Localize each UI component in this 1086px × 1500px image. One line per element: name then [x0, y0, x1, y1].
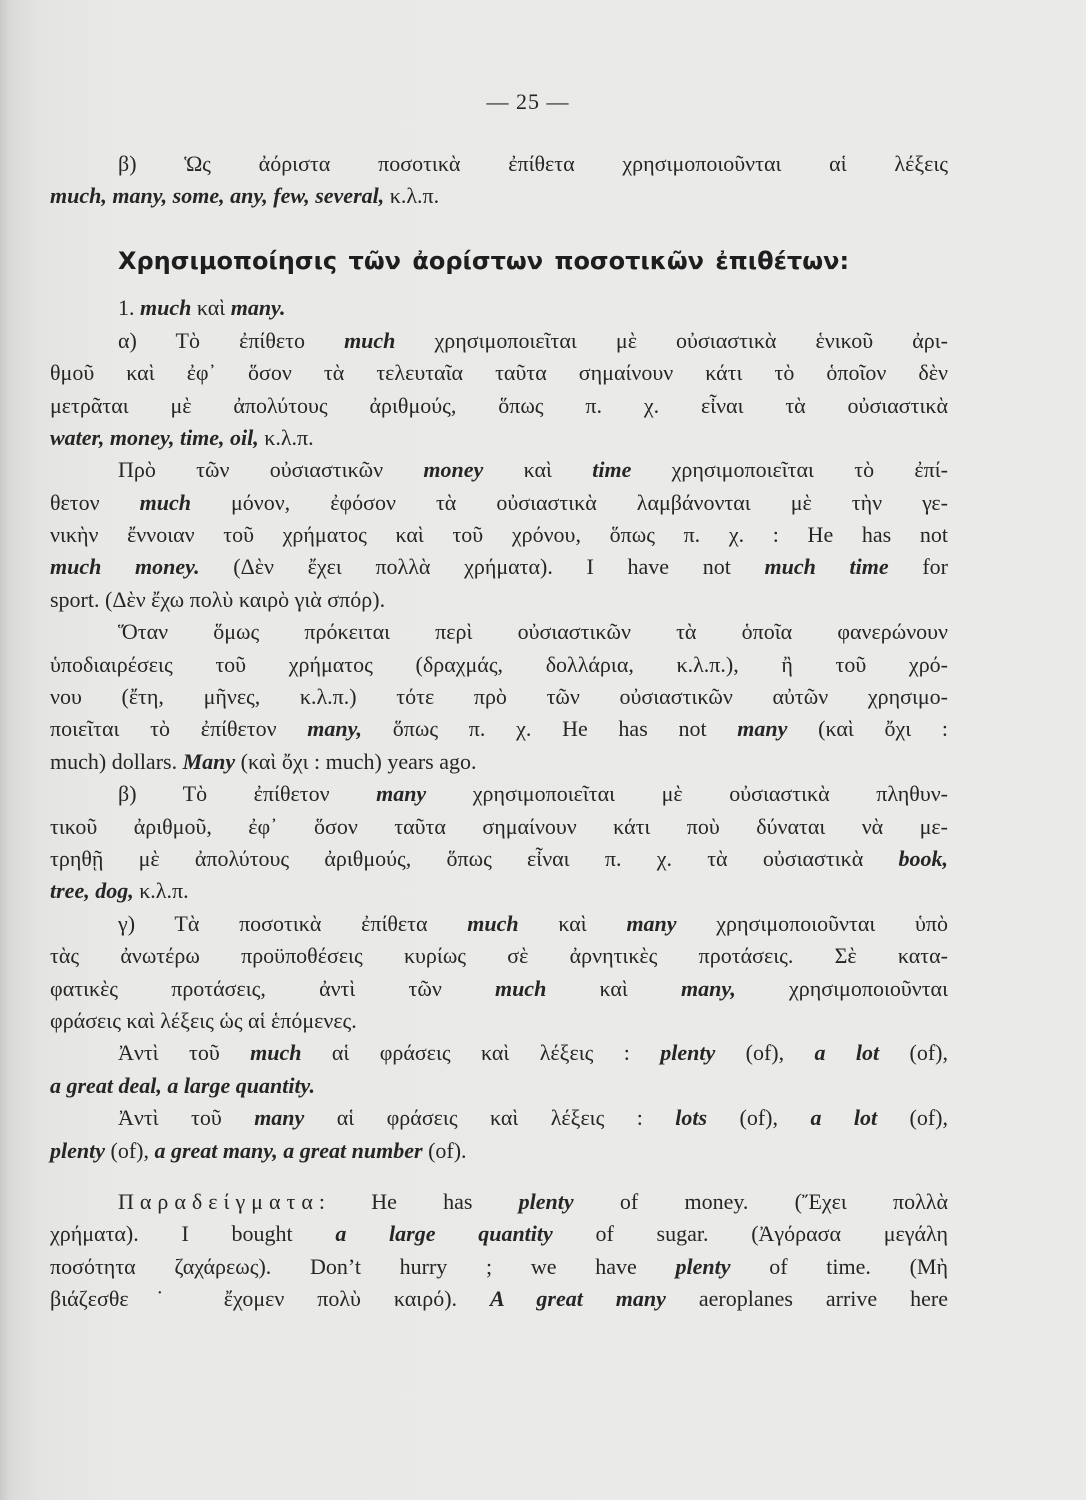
text-segment: φατικὲς προτάσεις, ἀντὶ τῶν	[50, 975, 495, 1001]
italic-term: a great many, a great number	[154, 1137, 423, 1163]
text-line	[50, 1102, 948, 1134]
text-segment: νου (ἔτη, μῆνες, κ.λ.π.) τότε πρὸ τῶν οὐσιαστικῶν αὐτῶν χρησιμο-	[50, 684, 948, 710]
text-segment: Πρὸ τῶν οὐσιαστικῶν	[118, 457, 424, 483]
text-line	[50, 1135, 948, 1167]
text-segment: καὶ	[483, 457, 593, 483]
text-line	[50, 908, 948, 940]
text-line	[50, 551, 948, 583]
text-line	[50, 746, 948, 778]
text-segment: κ.λ.π.	[258, 424, 314, 450]
text-segment: Ὅταν ὅμως πρόκειται περὶ οὐσιαστικῶν τὰ ὁποῖα φανερώνουν	[118, 619, 948, 645]
text-segment: θμοῦ καὶ ἐφ᾽ ὅσον τὰ τελευταῖα ταῦτα σημαίνουν κάτι τὸ ὁποῖον δὲν	[50, 360, 948, 386]
text-segment: καὶ	[518, 910, 627, 936]
text-line	[50, 148, 948, 180]
text-segment: Ἀντὶ τοῦ	[118, 1105, 255, 1131]
text-segment: τικοῦ ἀριθμοῦ, ἐφ᾽ ὅσον ταῦτα σημαίνουν κάτι ποὺ δύναται νὰ με-	[50, 813, 948, 839]
text-line	[50, 422, 948, 454]
text-line	[50, 713, 948, 745]
italic-term: a lot	[810, 1105, 878, 1131]
text-segment: κ.λ.π.	[384, 183, 440, 209]
text-segment: μόνον, ἐφόσον τὰ οὐσιαστικὰ λαμβάνονται μὲ τὴν γε-	[190, 489, 948, 515]
italic-term: many.	[230, 295, 286, 321]
text-segment: of time. (Μὴ	[730, 1253, 948, 1279]
text-segment: (καὶ ὄχι : much) years ago.	[235, 748, 477, 774]
italic-term: A great many	[490, 1286, 666, 1312]
text-segment: (of),	[715, 1040, 815, 1066]
text-line	[50, 940, 948, 972]
page-body	[50, 148, 948, 1316]
text-line	[50, 584, 948, 616]
text-segment: (of),	[879, 1040, 948, 1066]
text-line	[50, 811, 948, 843]
text-line	[50, 519, 948, 551]
text-line	[50, 616, 948, 648]
examples-label: Παραδείγματα	[118, 1189, 319, 1215]
text-segment: γ) Τὰ ποσοτικὰ ἐπίθετα	[118, 910, 468, 936]
text-line	[50, 1037, 948, 1069]
italic-term: much	[139, 489, 191, 515]
text-segment: β) Τὸ ἐπίθετον	[118, 781, 377, 807]
italic-term: money	[423, 457, 484, 483]
italic-term: many,	[307, 716, 363, 742]
italic-term: many,	[681, 975, 736, 1001]
text-line	[50, 292, 948, 324]
text-line	[50, 1283, 948, 1315]
section-heading: Χρησιμοποίησις τῶν ἀορίστων ποσοτικῶν ἐπιθέτων:	[118, 247, 850, 276]
italic-term: much money.	[50, 554, 200, 580]
italic-term: time	[592, 457, 632, 483]
text-segment: ὑποδιαιρέσεις τοῦ χρήματος (δραχμάς, δολλάρια, κ.λ.π.), ἢ τοῦ χρό-	[50, 651, 948, 677]
text-line	[50, 649, 948, 681]
text-line	[50, 875, 948, 907]
italic-term: much	[494, 975, 547, 1001]
italic-term: a lot	[814, 1040, 880, 1066]
text-segment: χρησιμοποιεῖται μὲ οὐσιαστικὰ πληθυν-	[426, 781, 948, 807]
text-segment: sport. (Δὲν ἔχω πολὺ καιρὸ γιὰ σπόρ).	[50, 586, 386, 612]
italic-term: Many	[182, 748, 236, 774]
text-segment: of money. (Ἔχει πολλὰ	[573, 1189, 949, 1215]
italic-term: book,	[898, 846, 948, 871]
italic-term: much, many, some, any, few, several,	[50, 183, 385, 209]
text-segment: χρησιμοποιεῖται τὸ ἐπί-	[631, 457, 948, 483]
text-line	[50, 973, 948, 1005]
italic-term: much time	[764, 554, 889, 580]
text-segment: : He has	[318, 1189, 519, 1215]
text-segment: χρησιμοποιεῖται μὲ οὐσιαστικὰ ἑνικοῦ ἀρι-	[395, 327, 948, 353]
text-segment: ὅπως π. χ. He has not	[362, 716, 738, 742]
text-segment: aeroplanes arrive here	[665, 1286, 948, 1312]
text-segment: καὶ	[546, 975, 682, 1001]
text-line	[50, 1251, 948, 1283]
text-segment: (of),	[105, 1137, 155, 1163]
text-segment: χρησιμοποιοῦνται	[735, 975, 948, 1001]
italic-term: much	[140, 295, 192, 321]
text-line	[50, 778, 948, 810]
text-segment: (of),	[877, 1105, 948, 1131]
text-line	[50, 454, 948, 486]
italic-term: lots	[675, 1105, 708, 1131]
text-segment: (καὶ ὄχι :	[787, 716, 948, 742]
text-segment: much) dollars.	[50, 748, 183, 774]
text-segment: ποιεῖται τὸ ἐπίθετον	[50, 716, 308, 742]
text-line	[50, 1005, 948, 1037]
italic-term: much	[250, 1040, 302, 1066]
italic-term: plenty	[518, 1189, 574, 1215]
page-number: — 25 —	[486, 89, 570, 114]
text-segment: χρήματα). I bought	[50, 1221, 336, 1247]
text-line	[50, 357, 948, 389]
text-segment: (of).	[422, 1137, 467, 1163]
text-segment: of sugar. (Ἀγόρασα μεγάλη	[552, 1221, 949, 1247]
text-segment: αἱ φράσεις καὶ λέξεις :	[304, 1105, 676, 1131]
italic-term: plenty	[50, 1137, 105, 1163]
italic-term: plenty	[675, 1253, 731, 1279]
text-segment: νικὴν ἔννοιαν τοῦ χρήματος καὶ τοῦ χρόνου, ὅπως π. χ. : He has not	[50, 522, 948, 548]
text-line	[50, 180, 948, 212]
italic-term: a large quantity	[335, 1221, 553, 1247]
text-segment: τὰς ἀνωτέρω προϋποθέσεις κυρίως σὲ ἀρνητικὲς προτάσεις. Σὲ κατα-	[50, 943, 948, 969]
italic-term: many	[737, 716, 788, 742]
text-line	[50, 843, 948, 875]
text-segment: μετρᾶται μὲ ἀπολύτους ἀριθμούς, ὅπως π. χ. εἶναι τὰ οὐσιαστικὰ	[50, 392, 948, 418]
text-segment: τρηθῇ μὲ ἀπολύτους ἀριθμούς, ὅπως εἶναι π. χ. τὰ οὐσιαστικὰ	[50, 846, 899, 871]
text-segment: φράσεις καὶ λέξεις ὡς αἱ ἑπόμενες.	[50, 1007, 357, 1033]
text-segment: ποσότητα ζαχάρεως). Don’t hurry ; we have	[50, 1253, 676, 1279]
text-line	[50, 1218, 948, 1250]
text-segment: β) Ὡς ἀόριστα ποσοτικὰ ἐπίθετα χρησιμοποιοῦνται αἱ λέξεις	[118, 151, 948, 176]
italic-term: many	[254, 1105, 305, 1131]
text-segment: καὶ	[191, 295, 231, 321]
text-segment: θετον	[50, 489, 140, 515]
text-segment: βιάζεσθε˙ ἔχομεν πολὺ καιρό).	[50, 1286, 490, 1312]
text-segment: 1.	[118, 295, 140, 321]
text-segment: (Δὲν ἔχει πολλὰ χρήματα). I have not	[199, 554, 765, 580]
text-segment: αἱ φράσεις καὶ λέξεις :	[301, 1040, 661, 1066]
text-line	[50, 325, 948, 357]
text-segment: for	[888, 554, 949, 580]
text-segment: χρησιμοποιοῦνται ὑπὸ	[676, 910, 948, 936]
text-segment: κ.λ.π.	[133, 878, 189, 904]
text-line	[50, 487, 948, 519]
italic-term: many	[376, 781, 427, 807]
italic-term: many	[626, 910, 677, 936]
italic-term: water, money, time, oil,	[50, 424, 259, 450]
italic-term: much	[344, 327, 396, 353]
text-line	[50, 1186, 948, 1218]
text-segment: (of),	[707, 1105, 811, 1131]
text-segment: α) Τὸ ἐπίθετο	[118, 327, 345, 353]
italic-term: plenty	[660, 1040, 716, 1066]
text-segment: Ἀντὶ τοῦ	[118, 1040, 251, 1066]
italic-term: tree, dog,	[50, 878, 134, 904]
text-line	[50, 1070, 948, 1102]
text-line	[50, 681, 948, 713]
text-line	[50, 390, 948, 422]
italic-term: much	[467, 910, 519, 936]
italic-term: a great deal, a large quantity.	[50, 1072, 316, 1098]
